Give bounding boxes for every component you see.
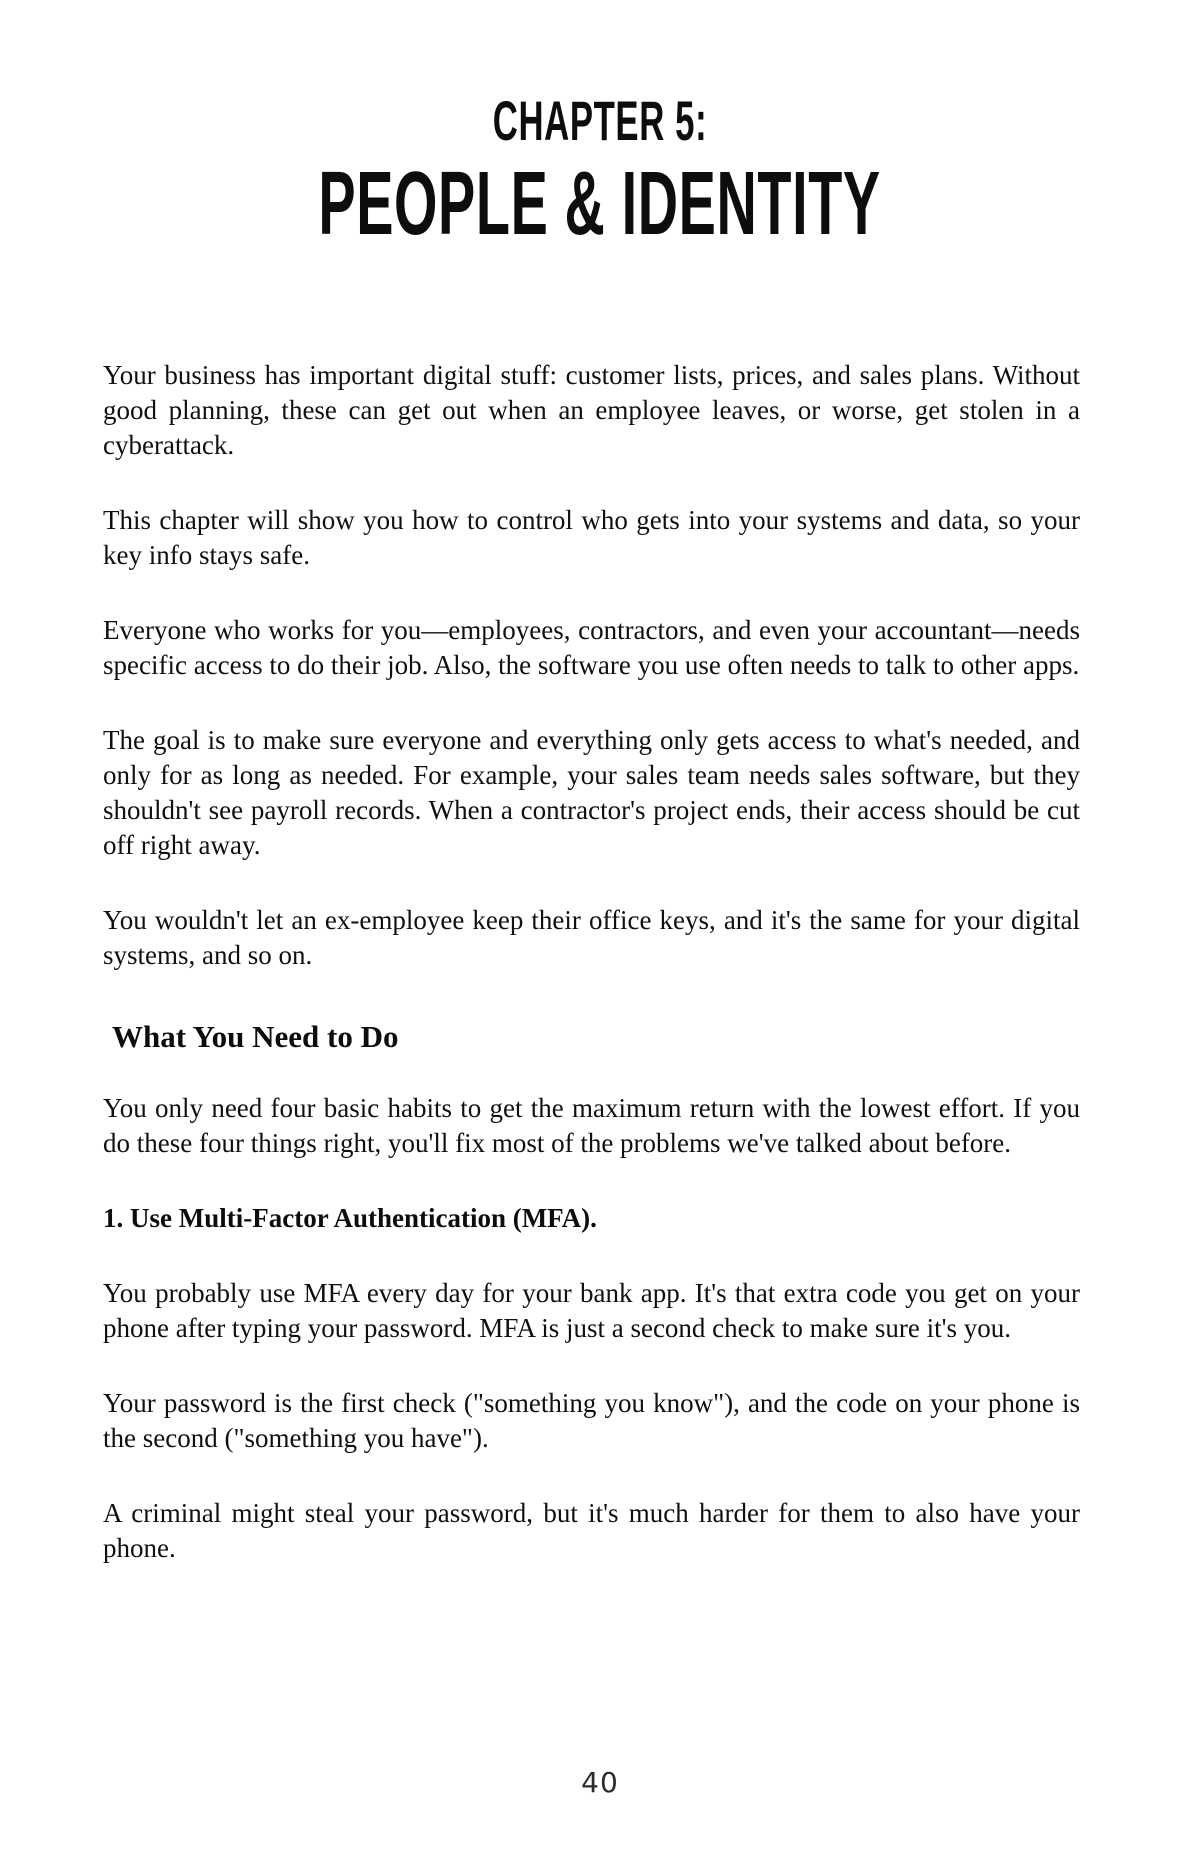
step-heading: 1. Use Multi-Factor Authentication (MFA). [103,1203,597,1233]
page-number: 40 [581,1766,619,1799]
chapter-label [0,89,1200,152]
chapter-title [0,153,1200,254]
paragraph: This chapter will show you how to control who gets into your systems and data, so your key info stays safe. [103,505,1080,570]
paragraph: Everyone who works for you—employees, contractors, and even your accountant—needs specific access to do their job. Also, the software you use often needs to talk to other apps. [103,615,1080,680]
paragraph: You probably use MFA every day for your bank app. It's that extra code you get on your phone after typing your password. MFA is just a second check to make sure it's you. [103,1278,1080,1343]
paragraph: You only need four basic habits to get the maximum return with the lowest effort. If you do these four things right, you'll fix most of the problems we've talked about before. [103,1093,1080,1158]
page-content [103,358,1080,1606]
chapter-title-text: PEOPLE & IDENTITY [318,153,882,254]
section-heading: What You Need to Do [112,1019,399,1054]
paragraph: Your business has important digital stuff: customer lists, prices, and sales plans. Without good planning, these can get out when an employee leaves, or worse, get stolen in a cyberattack. [103,360,1080,460]
paragraph: The goal is to make sure everyone and everything only gets access to what's needed, and only for as long as needed. For example, your sales team needs sales software, but they shouldn't see payroll records. When a contractor's project ends, their access should be cut off right away. [103,725,1080,860]
chapter-header [0,0,1200,254]
paragraph: Your password is the first check ("something you know"), and the code on your phone is the second ("something you have"). [103,1388,1080,1453]
paragraph: A criminal might steal your password, but it's much harder for them to also have your phone. [103,1498,1080,1563]
paragraph: You wouldn't let an ex-employee keep their office keys, and it's the same for your digital systems, and so on. [103,905,1080,970]
chapter-label-text: CHAPTER 5: [492,89,708,152]
